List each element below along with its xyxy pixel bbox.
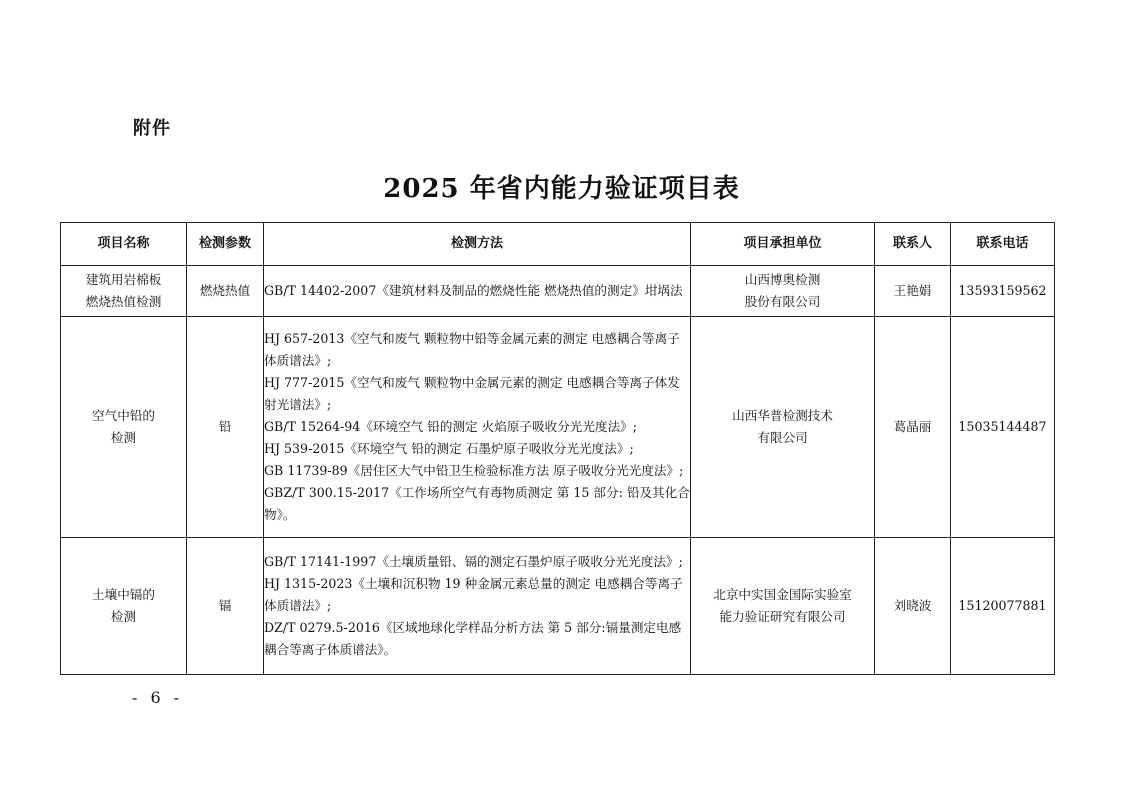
method-entry: HJ 777-2015《空气和废气 颗粒物中金属元素的测定 电感耦合等离子体发射光谱法》; <box>264 375 680 412</box>
organization-cell <box>691 317 875 538</box>
project-name-line: 空气中铅的 <box>92 408 155 423</box>
table-row <box>61 266 1055 317</box>
test-parameter-cell: 燃烧热值 <box>187 266 264 317</box>
header-project-name: 项目名称 <box>61 223 187 266</box>
method-entry: HJ 539-2015《环境空气 铅的测定 石墨炉原子吸收分光光度法》; <box>264 441 634 456</box>
table-header-row <box>61 223 1055 266</box>
organization-line: 能力验证研究有限公司 <box>719 609 846 624</box>
project-name-line: 建筑用岩棉板 <box>85 272 162 287</box>
test-method-cell <box>264 266 691 317</box>
test-method-cell <box>264 317 691 538</box>
phone-cell: 13593159562 <box>951 266 1055 317</box>
page-title: 2025 年省内能力验证项目表 <box>383 174 740 204</box>
table-row <box>61 317 1055 538</box>
header-organization: 项目承担单位 <box>691 223 875 266</box>
test-parameter-cell: 镉 <box>187 538 264 675</box>
method-entry: HJ 1315-2023《土壤和沉积物 19 种金属元素总量的测定 电感耦合等离子体质谱法》; <box>264 576 683 613</box>
header-phone: 联系电话 <box>951 223 1055 266</box>
project-name-line: 燃烧热值检测 <box>85 294 162 309</box>
header-test-parameter: 检测参数 <box>187 223 264 266</box>
project-name-cell <box>61 317 187 538</box>
organization-line: 有限公司 <box>757 430 808 445</box>
attachment-label: 附件 <box>133 118 171 139</box>
method-entry: GB/T 14402-2007《建筑材料及制品的燃烧性能 燃烧热值的测定》坩埚法 <box>264 283 683 298</box>
contact-cell: 刘晓波 <box>875 538 951 675</box>
organization-cell <box>691 538 875 675</box>
contact-cell: 王艳娟 <box>875 266 951 317</box>
table-row <box>61 538 1055 675</box>
header-contact: 联系人 <box>875 223 951 266</box>
header-test-method: 检测方法 <box>264 223 691 266</box>
method-entry: GBZ/T 300.15-2017《工作场所空气有毒物质测定 第 15 部分: 铅及其化合物》。 <box>264 485 690 522</box>
page-number: - 6 - <box>132 688 184 707</box>
phone-cell: 15035144487 <box>951 317 1055 538</box>
organization-line: 北京中实国金国际实验室 <box>713 587 852 602</box>
method-entry: HJ 657-2013《空气和废气 颗粒物中铅等金属元素的测定 电感耦合等离子体质谱法》; <box>264 331 680 368</box>
proficiency-testing-table <box>60 222 1055 675</box>
organization-line: 山西博奥检测 <box>744 272 821 287</box>
organization-line: 股份有限公司 <box>744 294 821 309</box>
project-name-line: 土壤中镉的 <box>92 587 155 602</box>
method-entry: GB 11739-89《居住区大气中铅卫生检验标准方法 原子吸收分光光度法》; <box>264 463 684 478</box>
organization-cell <box>691 266 875 317</box>
phone-cell: 15120077881 <box>951 538 1055 675</box>
contact-cell: 葛晶丽 <box>875 317 951 538</box>
method-entry: GB/T 17141-1997《土壤质量铅、镉的测定石墨炉原子吸收分光光度法》; <box>264 554 683 569</box>
test-parameter-cell: 铅 <box>187 317 264 538</box>
organization-line: 山西华普检测技术 <box>732 408 833 423</box>
method-entry: GB/T 15264-94《环境空气 铅的测定 火焰原子吸收分光光度法》; <box>264 419 638 434</box>
test-method-cell <box>264 538 691 675</box>
project-name-cell <box>61 266 187 317</box>
method-entry: DZ/T 0279.5-2016《区域地球化学样品分析方法 第 5 部分:镉量测定电感耦合等离子体质谱法》。 <box>264 620 682 657</box>
project-name-cell <box>61 538 187 675</box>
project-name-line: 检测 <box>110 430 137 445</box>
project-name-line: 检测 <box>110 609 137 624</box>
